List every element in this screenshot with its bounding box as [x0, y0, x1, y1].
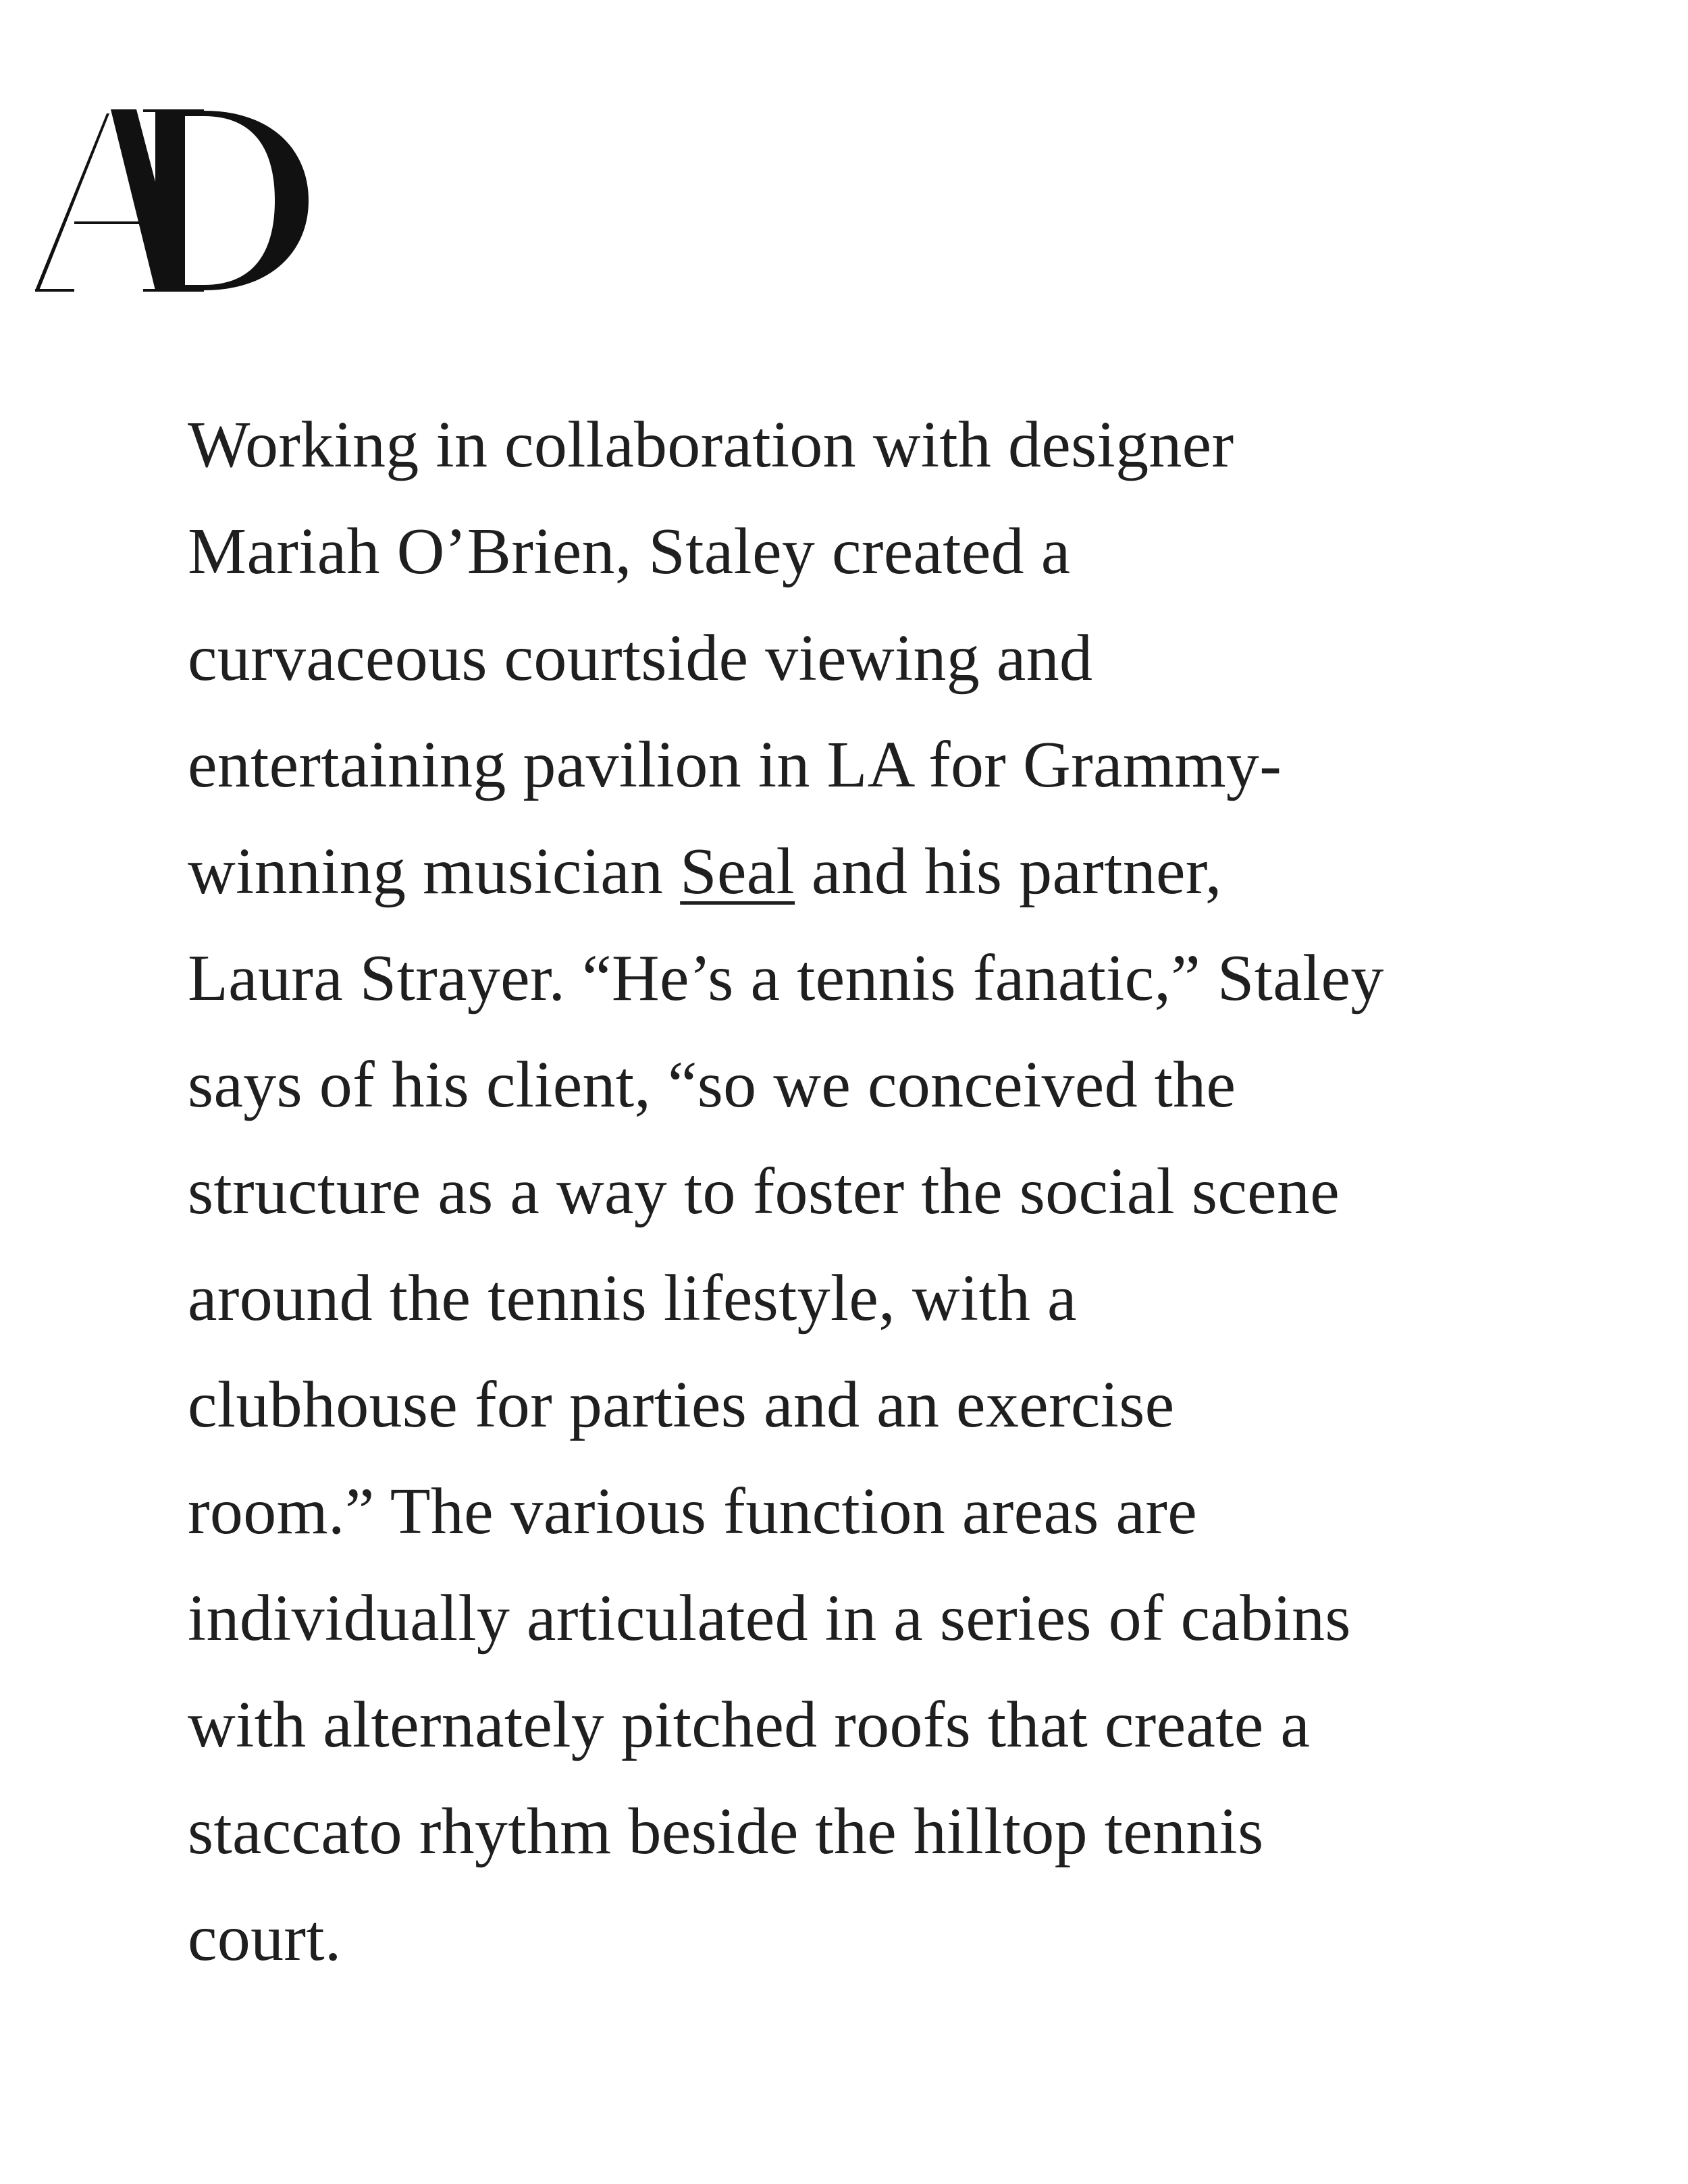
article-text-segment: winning musician [188, 835, 681, 908]
article-line: structure as a way to foster the social scene [188, 1155, 1340, 1228]
article-line: court. [188, 1902, 342, 1975]
article-line: individually articulated in a series of cabins [188, 1582, 1351, 1655]
article-line: Working in collaboration with designer [188, 408, 1234, 481]
article-line: staccato rhythm beside the hilltop tennis [188, 1795, 1264, 1868]
seal-link[interactable]: Seal [680, 835, 795, 908]
ad-logo-mark [35, 108, 319, 297]
article-line: room.” The various function areas are [188, 1475, 1198, 1548]
article-line: says of his client, “so we conceived the [188, 1048, 1236, 1121]
article-line: Laura Strayer. “He’s a tennis fanatic,” Staley [188, 942, 1384, 1015]
article-line: curvaceous courtside viewing and [188, 622, 1093, 695]
article-body [188, 392, 1538, 1992]
article-line: with alternately pitched roofs that create a [188, 1688, 1311, 1761]
ad-logo[interactable] [35, 108, 319, 297]
article-line: entertaining pavilion in LA for Grammy- [188, 728, 1282, 801]
article-line [188, 818, 1538, 925]
article-line: clubhouse for parties and an exercise [188, 1368, 1175, 1441]
article-line: Mariah O’Brien, Staley created a [188, 515, 1071, 588]
article-line: around the tennis lifestyle, with a [188, 1262, 1077, 1335]
article-text-segment: and his partner, [795, 835, 1222, 908]
